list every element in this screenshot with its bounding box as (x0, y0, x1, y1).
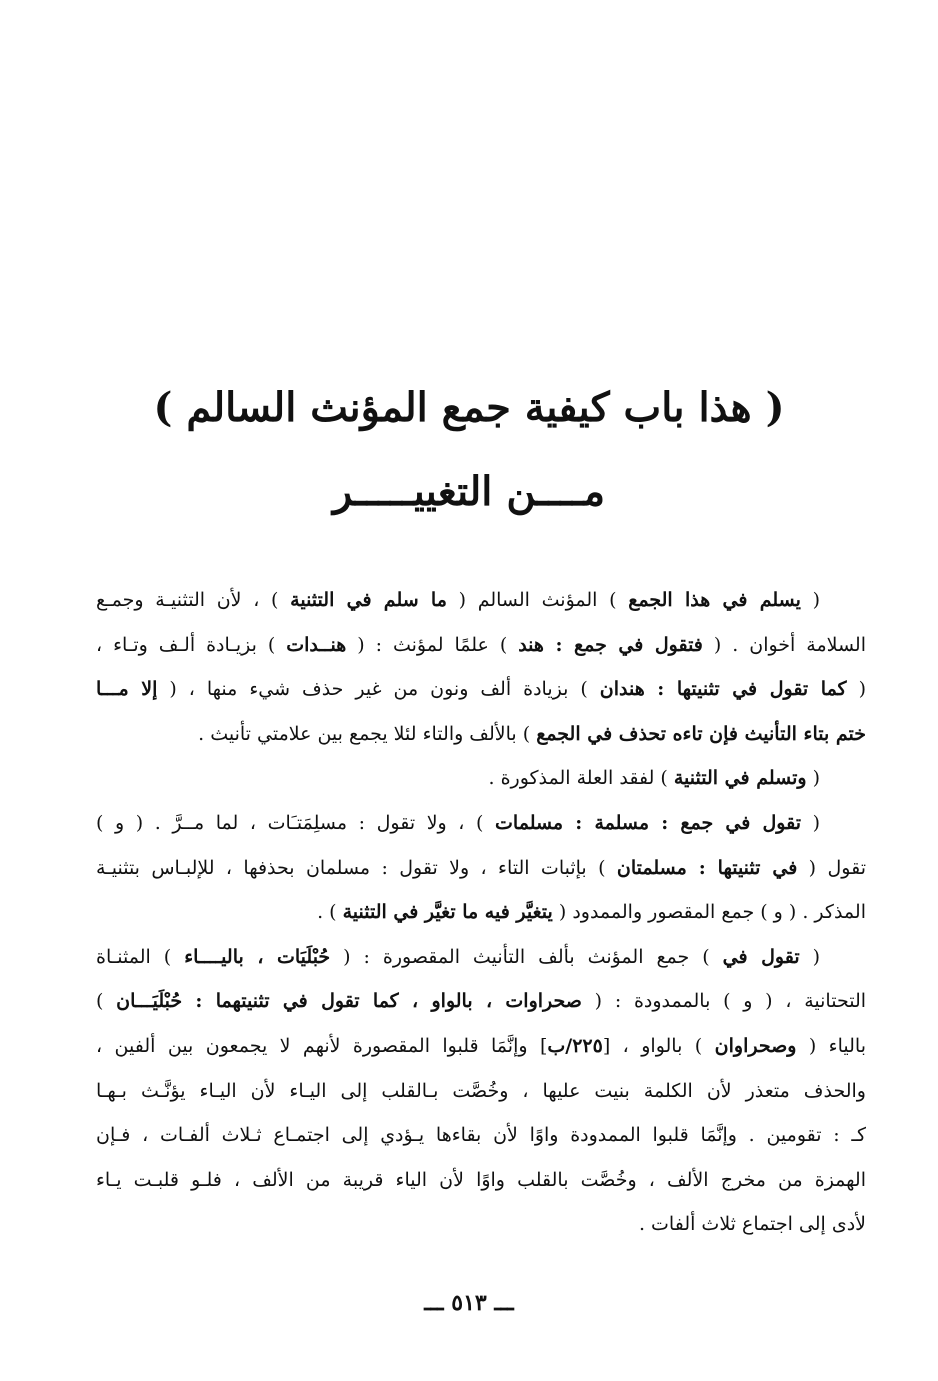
text-line (96, 979, 866, 1024)
bold-text-run: ما سلم في التثنية (290, 589, 447, 611)
bold-text-run: وصحراوان (714, 1034, 797, 1057)
text-line (96, 756, 866, 801)
text-run: ( (846, 678, 866, 701)
text-line (96, 801, 866, 846)
text-run: ) المثنـاة (96, 945, 185, 968)
text-run: ) بزيـادة ألـف وتـاء ، (96, 633, 287, 656)
bold-text-run: في تثنيتها : مسلمتان (616, 856, 798, 879)
text-line (96, 935, 866, 980)
page-number: ـــ ٥١٣ ـــ (424, 1290, 514, 1316)
text-run: ) لفقد العلة المذكورة . (488, 767, 674, 790)
text-line (96, 578, 866, 623)
text-line (96, 623, 866, 668)
text-run: ) ، ولا تقول : مسلِمَتـَات ، لما مــرَّ . ( و ) (96, 811, 496, 834)
text-run: ) المؤنث السالم ( (446, 589, 629, 611)
text-run: ( (800, 811, 820, 834)
text-run: ( (806, 767, 820, 790)
text-line (96, 712, 866, 757)
chapter-body-text (96, 578, 866, 1247)
bold-text-run: ختم بتاء التأنيث فإن تاءه تحذف في الجمع (536, 722, 866, 745)
bold-text-run: صحراوات ، بالواو ، كما تقول في تثنيتهما : حُبْلَيَـــان (116, 990, 582, 1013)
bold-text-run: وتسلم في التثنية (673, 767, 807, 790)
bold-text-run: يسلم في هذا الجمع (628, 589, 801, 611)
text-line (96, 1158, 866, 1203)
text-line (96, 1202, 866, 1247)
bold-text-run: تقول في (722, 945, 800, 968)
text-run: بالياء ( (796, 1034, 866, 1057)
text-line (96, 1113, 866, 1158)
chapter-title-line-2: مــــن التغييـــــر (332, 468, 606, 515)
text-line (96, 846, 866, 891)
text-run: التحتانية ، ( و ) بالممدودة : ( (581, 990, 866, 1013)
bold-text-run: إلا مـــا (96, 678, 158, 701)
bold-text-run: فتقول في جمع : هند (518, 633, 703, 656)
text-run: ) ، لأن التثنيـة وجمـع (96, 589, 291, 611)
text-run: تقول ( (797, 856, 866, 879)
text-line (96, 890, 866, 935)
bold-text-run: حُبْلَيَات ، باليــــاء (184, 945, 331, 968)
text-run: ) جمع المؤنث بألف التأنيث المقصورة : ( (330, 945, 723, 968)
text-run: ) (96, 990, 117, 1013)
text-run: ) . (317, 901, 343, 924)
text-run: ) بإثبات التاء ، ولا تقول : مسلمان بحذفها ، للإلبـاس بتثنيـة (96, 856, 617, 879)
text-run: والحذف متعذر لأن الكلمة بنيت عليها ، وخُصَّت بـالقلب إلى اليـاء لأن اليـاء يؤنَّـث بـهـا (96, 1079, 866, 1102)
bold-text-run: ٢٢٥/ب (547, 1034, 603, 1057)
text-run: ) بزيادة ألف ونون من غير حذف شيء منها ، ( (157, 678, 600, 701)
text-run: ( (800, 589, 820, 611)
bold-text-run: كما تقول في تثنيتها : هندان (599, 678, 847, 701)
text-line (96, 1069, 866, 1114)
text-run: ) علمًا لمؤنث : ( (346, 633, 519, 656)
text-run: ] وإنَّمَا قلبوا المقصورة لأنهم لا يجمعون بين ألفين ، (96, 1034, 548, 1057)
text-run: كـ : تقومين . وإنَّمَا قلبوا الممدودة واوًا لأن بقاءها يـؤدي إلى اجتمـاع ثـلاث ألفـات ، فـإن (96, 1124, 866, 1147)
chapter-title-line-1: ( هذا باب كيفية جمع المؤنث السالم ) (153, 384, 785, 431)
text-run: ( (799, 945, 821, 968)
text-run: المذكر . ( و ) جمع المقصور والممدود ( (552, 901, 866, 924)
text-line (96, 1024, 866, 1069)
text-line (96, 667, 866, 712)
text-run: الهمزة من مخرج الألف ، وخُصَّت بالقلب واوًا لأن الياء قريبة من الألف ، فلـو قلبـت يـاء (96, 1168, 866, 1191)
bold-text-run: هنــدات (286, 633, 347, 656)
bold-text-run: تقول في جمع : مسلمة : مسلمات (495, 811, 801, 834)
text-run: السلامة أخوان . ( (702, 633, 866, 656)
text-run: ) بالواو ، [ (602, 1034, 715, 1057)
bold-text-run: يتغيَّر فيه ما تغيَّر في التثنية (342, 901, 553, 924)
text-run: ) بالألف والتاء لئلا يجمع بين علامتي تأنيث . (198, 722, 537, 745)
text-run: لأدى إلى اجتماع ثلاث ألفات . (638, 1213, 866, 1236)
